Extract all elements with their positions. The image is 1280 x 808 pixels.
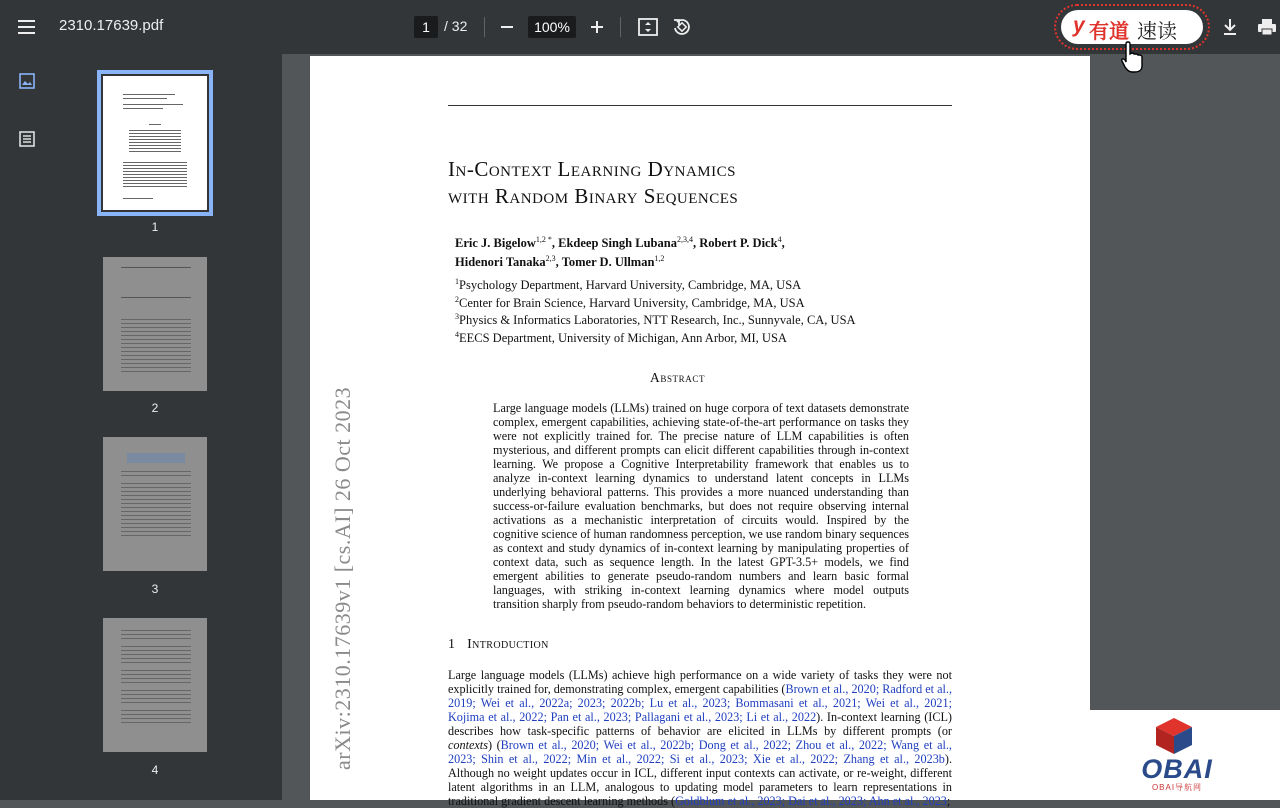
affiliation-line — [455, 275, 856, 293]
affiliation-marker: 4 — [455, 329, 459, 339]
intro-text-run: Large language models (LLMs) achieve high performance on a wide variety of tasks they were not explicitly trained for, demonstrating complex, emergent capabilities ( — [448, 668, 952, 696]
watermark-subtitle: OBAI导航网 — [1151, 783, 1203, 792]
arxiv-stamp: arXiv:2310.17639v1 [cs.AI] 26 Oct 2023 — [330, 386, 355, 770]
title-line: In-Context Learning Dynamics — [448, 157, 736, 181]
author-name: Eric J. Bigelow — [455, 236, 536, 251]
pdf-toolbar — [0, 0, 1280, 54]
author-name: , Ekdeep Singh Lubana — [551, 236, 677, 251]
thumbnail-page-number: 3 — [151, 582, 159, 596]
affiliation-line — [455, 328, 856, 346]
page-number-input[interactable]: 1 — [414, 16, 438, 38]
thumbnail-sidebar — [0, 54, 282, 800]
affiliation-marker: 2 — [455, 294, 459, 304]
affiliation-marker: 1 — [455, 277, 459, 286]
zoom-level-input[interactable]: 100% — [528, 16, 576, 38]
affiliation-text: Center for Brain Science, Harvard University, Cambridge, MA, USA — [459, 295, 805, 310]
youdao-brand-label: 有道 — [1089, 21, 1129, 43]
outline-view-icon[interactable] — [18, 130, 36, 148]
affiliation-marker: 3 — [455, 312, 459, 322]
thumbnail-page-number: 2 — [151, 401, 159, 415]
zoom-in-button[interactable] — [586, 15, 608, 37]
author-affiliation-marker: 1,2 — [654, 254, 665, 264]
rotate-icon[interactable] — [671, 16, 693, 38]
thumbnail-page-number: 1 — [151, 220, 159, 234]
author-affiliation-marker: 1,2 * — [535, 235, 552, 244]
intro-text-run: ). In-context learning (ICL) describes how task-specific patterns of behavior are elicited in LLMs by different prompts (or — [448, 710, 952, 738]
author-name: , Robert P. Dick — [692, 236, 778, 251]
abstract-heading: Abstract — [650, 370, 706, 385]
youdao-speedread-button[interactable] — [1061, 10, 1203, 44]
section-number: 1 — [448, 637, 456, 652]
citation-link[interactable]: Goldblum et al., 2023; Dai et al., 2023; Ahn et al., 2023 — [675, 794, 947, 808]
intro-text-run: ). Although no weight updates occur in ICL, different input contexts can activate, or re-weight, different latent algorithms in an LLM, analogous to updating model parameters to learn representations in traditional gradient descent learning methods ( — [448, 752, 952, 808]
menu-icon[interactable] — [14, 15, 40, 39]
hand-cursor-icon — [1120, 40, 1144, 74]
zoom-out-button[interactable] — [496, 15, 518, 37]
obai-watermark — [1074, 710, 1280, 800]
author-name: , Tomer D. Ullman — [555, 255, 655, 270]
section-heading — [448, 637, 549, 653]
page-thumbnail-3[interactable] — [103, 437, 207, 571]
thumbnail-view-icon[interactable] — [18, 72, 36, 90]
affiliation-text: EECS Department, University of Michigan, Ann Arbor, MI, USA — [459, 331, 787, 346]
document-title: 2310.17639.pdf — [59, 17, 164, 34]
author-name: , — [781, 236, 785, 251]
author-affiliation-marker: 2,3,4 — [676, 235, 693, 244]
section-title: Introduction — [467, 637, 549, 652]
author-affiliation-marker: 4 — [777, 235, 782, 244]
toolbar-divider — [620, 17, 621, 37]
page-thumbnail-4[interactable] — [103, 618, 207, 752]
intro-text-run: ) ( — [487, 738, 501, 752]
intro-text-run: ; — [946, 794, 951, 808]
fit-to-page-icon[interactable] — [637, 16, 659, 38]
citation-link[interactable]: Brown et al., 2020; Wei et al., 2022b; Dong et al., 2022; Zhou et al., 2022; Wang et al., 2023; Shin et al., 2022; Min et al., 2022; Si et al., 2023; Xie et al., 2022; Zhang et al., 2023b — [448, 738, 952, 766]
youdao-button-label: 速读 — [1137, 21, 1177, 43]
download-icon[interactable] — [1219, 16, 1241, 38]
author-affiliation-marker: 2,3 — [545, 254, 556, 264]
pdf-page — [310, 56, 1090, 808]
authors-line — [455, 251, 785, 270]
author-name: Hidenori Tanaka — [455, 255, 546, 270]
page-thumbnail-2[interactable] — [103, 257, 207, 391]
introduction-text — [448, 668, 952, 808]
affiliation-line — [455, 310, 856, 328]
affiliation-text: Psychology Department, Harvard University, Cambridge, MA, USA — [459, 278, 802, 293]
thumbnail-page-number: 4 — [151, 763, 159, 777]
affiliation-line — [455, 293, 856, 311]
affiliations — [455, 275, 856, 346]
citation-link[interactable]: Brown et al., 2020; Radford et al., 2019; Wei et al., 2022a; 2023; 2022b; Lu et al., 2023; Bommasani et al., 2021; Wei et al., 2021; Kojima et al., 2022; Pan et al., 2023; Pallagani et al., 2023; Li et al., 2022 — [448, 682, 952, 724]
abstract-text: Large language models (LLMs) trained on huge corpora of text datasets demonstrate complex, emergent capabilities, achieving state-of-the-art performance on tasks they were not explicitly trained for. The precise nature of LLM capabilities is often mysterious, and different prompts can elicit different capabilities through in-context learning. We propose a Cognitive Interpretability framework that enables us to analyze in-context learning dynamics to understand latent concepts in LLMs underlying behavioral patterns. This provides a more nuanced understanding than success-or-failure evaluation benchmarks, but does not require observing internal activations as a mechanistic interpretation of circuits would. Inspired by the cognitive science of human randomness perception, we use random binary sequences as context and study dynamics of in-context learning by manipulating properties of context data, such as sequence length. In the latest GPT-3.5+ models, we find emergent abilities to generate pseudo-random numbers and learn basic formal languages, with striking in-context learning dynamics where model outputs transition sharply from pseudo-random behaviors to deterministic repetition. — [493, 401, 909, 611]
intro-text-run: contexts — [448, 738, 488, 752]
page-thumbnail-1[interactable] — [103, 76, 207, 210]
watermark-brand: OBAI — [1141, 754, 1213, 784]
paper-title — [448, 156, 738, 210]
youdao-logo-icon: y — [1073, 14, 1085, 37]
print-icon[interactable] — [1256, 16, 1278, 38]
authors-line — [455, 232, 785, 251]
authors — [455, 232, 785, 270]
page-total: / 32 — [444, 18, 468, 34]
affiliation-text: Physics & Informatics Laboratories, NTT Research, Inc., Sunnyvale, CA, USA — [459, 313, 856, 328]
title-rule — [448, 105, 952, 106]
cube-logo-icon — [1152, 716, 1196, 756]
toolbar-divider — [484, 17, 485, 37]
title-line: with Random Binary Sequences — [448, 184, 739, 208]
